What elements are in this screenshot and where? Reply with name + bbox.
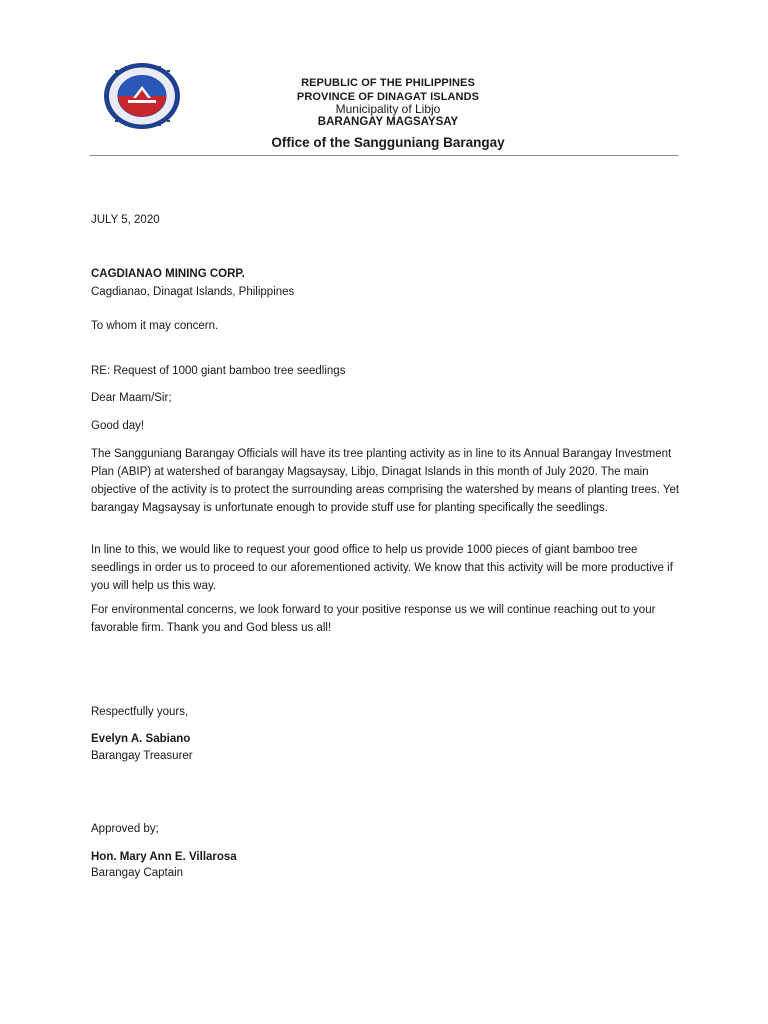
- signer-title: Barangay Treasurer: [91, 750, 193, 762]
- approved-by-label: Approved by;: [91, 823, 159, 835]
- good-day-line: Good day!: [91, 420, 145, 432]
- body-paragraph-3: For environmental concerns, we look forward to your positive response us we will continue reaching out to your favorable firm. Thank you and God bless us all!: [91, 604, 656, 634]
- approver-title: Barangay Captain: [91, 867, 184, 879]
- letterhead-barangay: BARANGAY MAGSAYSAY: [317, 116, 459, 128]
- body-paragraph-1: The Sangguniang Barangay Officials will have its tree planting activity as in line to its Annual Barangay Investment Plan (ABIP) at watershed of barangay Magsaysay, Libjo, Dinagat Islands in this month of July 2020. The main objective of the activity is to protect the surrounding areas comprising the watershed by means of planting trees. Yet barangay Magsaysay is unfortunate enough to provide stuff use for planting specifically the seedlings.: [91, 448, 680, 514]
- letterhead-municipality: Municipality of Libjo: [335, 102, 441, 116]
- letterhead-province: PROVINCE OF DINAGAT ISLANDS: [296, 91, 480, 103]
- to-whom-line: To whom it may concern.: [91, 320, 219, 332]
- letter-date: JULY 5, 2020: [91, 214, 160, 226]
- signer-name: Evelyn A. Sabiano: [91, 733, 191, 745]
- salutation: Dear Maam/Sir;: [91, 392, 172, 404]
- letterhead-office-title: Office of the Sangguniang Barangay: [271, 135, 505, 150]
- subject-line: RE: Request of 1000 giant bamboo tree seedlings: [91, 365, 346, 377]
- recipient-address: Cagdianao, Dinagat Islands, Philippines: [91, 286, 295, 298]
- closing-line: Respectfully yours,: [91, 706, 189, 718]
- letterhead-divider: [90, 155, 678, 156]
- letterhead-republic: REPUBLIC OF THE PHILIPPINES: [301, 77, 475, 89]
- body-paragraph-2: In line to this, we would like to request your good office to help us provide 1000 pieces of giant bamboo tree seedlings in order us to proceed to our aforementioned activity. We know that this activity will be more productive if you will help us this way.: [91, 544, 673, 592]
- approver-name: Hon. Mary Ann E. Villarosa: [91, 851, 237, 863]
- recipient-name: CAGDIANAO MINING CORP.: [91, 268, 245, 280]
